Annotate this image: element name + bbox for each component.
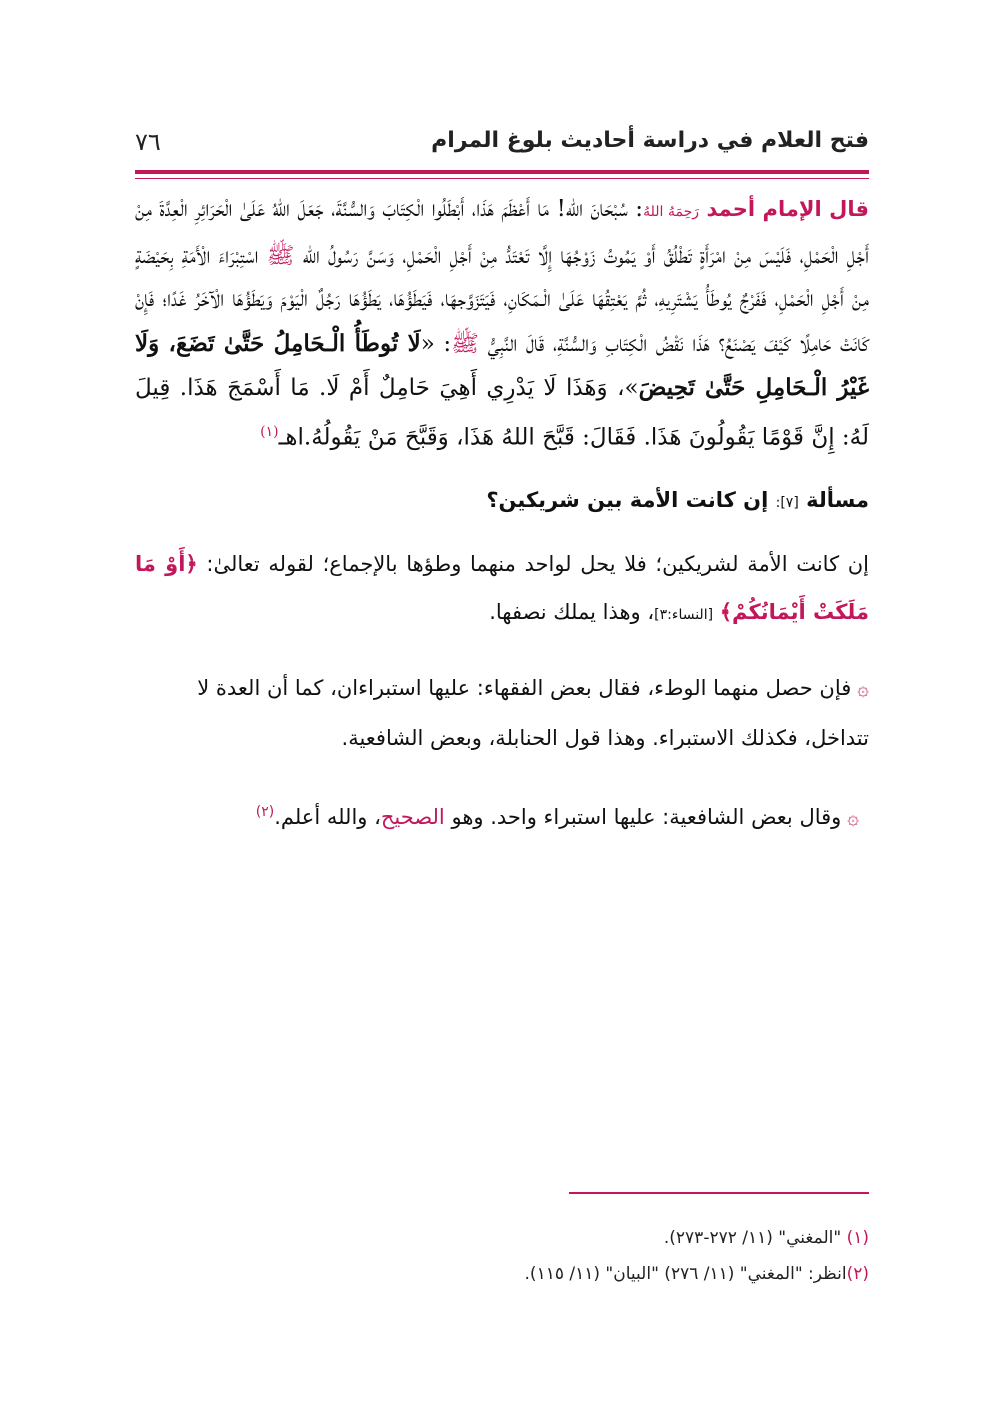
page-number: ٧٦ xyxy=(135,128,161,156)
page-header xyxy=(135,128,869,162)
issue-question: إن كانت الأمة بين شريكين؟ xyxy=(486,487,769,512)
honorific-glyph: رَحِمَهُ اللهُ xyxy=(643,204,700,220)
header-rule-thin xyxy=(135,178,869,179)
issue-number: [٧]: xyxy=(775,494,799,511)
ruling-paragraph xyxy=(135,540,869,639)
hadith-open: : « xyxy=(420,330,452,357)
issue-label: مسألة xyxy=(806,487,869,512)
salawat-glyph: ﷺ xyxy=(266,242,295,269)
book-title: فتح العلام في دراسة أحاديث بلوغ المرام xyxy=(431,128,869,153)
flower-bullet-icon: ۞ xyxy=(857,675,869,700)
hadith-text: لَا تُوطَأُ الْـحَامِلُ حَتَّىٰ تَضَعَ، وَلَا غَيْرُ الْـحَامِلِ حَتَّىٰ تَحِيضَ xyxy=(135,329,869,401)
highlighted-word: الصحيح xyxy=(380,804,445,829)
footnote-item xyxy=(135,1220,869,1256)
footnote-separator xyxy=(569,1192,869,1194)
quote-text-2: اسْتِبْرَاءَ الْأَمَةِ بِحَيْضَةٍ مِنْ أَجْلِ الْحَمْلِ، فَفَرْجٌ يُوطَأُ يَشْتَرِيهِ، ثُمَّ يَعْتِقُهَا عَلَىٰ الْـمَكَانِ، فَيَتَزَوَّجهَا، فَيَطَؤُهَا، يَطَؤُهَا رَجُلٌ الْيَوْمَ وَيَطَؤُهَا الْآخَرُ غَدًا؛ فَإِنْ كَانَتْ حَامِلًا كَيْفَ يَصْنَعُ؟ هَذَا نَقْضُ الْكِتَابِ وَالسُّنَّةِ، قَالَ النَّبِيُّ xyxy=(135,242,870,357)
footnote-text: "المغني" (١١/ ٢٧٢-٢٧٣). xyxy=(663,1228,842,1248)
bullet-item xyxy=(135,787,859,842)
salawat-glyph-2: ﷺ xyxy=(451,330,479,357)
main-content xyxy=(135,188,869,863)
bullet-text: وقال بعض الشافعية: عليها استبراء واحد. وهو xyxy=(451,804,842,829)
hadith-close: » xyxy=(624,375,639,401)
ruling-text-1: إن كانت الأمة لشريكين؛ فلا يحل لواحد منهما وطؤها بالإجماع؛ لقوله تعالىٰ: xyxy=(206,551,869,576)
issue-heading xyxy=(135,488,869,512)
quote-paragraph xyxy=(135,188,869,460)
bullet-item xyxy=(135,663,869,763)
footnote-number: (٢) xyxy=(846,1264,869,1284)
flower-bullet-icon: ۞ xyxy=(847,804,859,829)
footnote-item xyxy=(135,1256,869,1292)
footnotes xyxy=(135,1220,869,1292)
quran-verse: ﴿أَوْ مَا مَلَكَتْ أَيْمَانُكُمْ﴾ xyxy=(135,551,869,624)
footnote-ref-1[interactable]: (١) xyxy=(260,423,279,440)
quote-text-1: : سُبْحَانَ الله! مَا أَعْظَمَ هَذَا، أَبْطَلُوا الْكِتَابَ وَالسُّنَّةَ، جَعَلَ اللهُ عَلَىٰ الْحَرَائِرِ الْعِدَّةَ مِنْ أَجْلِ الْحَمْلِ، فَلَيْسَ مِنْ امْرَأَةٍ تَطْلُقُ أَوْ يَمُوتُ زَوْجُهَا إِلَّا تَعْتَدُّ مِنْ أَجْلِ الْحَمْلِ، وَسَنَّ رَسُولُ الله xyxy=(135,196,869,269)
footnote-ref-2[interactable]: (٢) xyxy=(255,803,275,820)
quote-speaker: قال الإمام أحمد xyxy=(706,197,870,221)
verse-reference: [النساء:٣] xyxy=(654,606,714,623)
ruling-text-2: ، وهذا يملك نصفها. xyxy=(489,599,655,624)
bullet-text-end: ، والله أعلم. xyxy=(274,804,381,829)
header-rule-thick xyxy=(135,170,869,174)
footnote-text: انظر: "المغني" (١١/ ٢٧٦) "البيان" (١١/ ١١٥). xyxy=(524,1264,847,1284)
footnote-number: (١) xyxy=(846,1228,869,1248)
quote-text-3: ، وَهَذَا لَا يَدْرِي أَهِيَ حَامِلٌ أَمْ لَا. مَا أَسْمَجَ هَذَا. قِيلَ لَهُ: إِنَّ قَوْمًا يَقُولُونَ هَذَا. فَقَالَ: قَبَّحَ اللهُ هَذَا، وَقَبَّحَ مَنْ يَقُولُهُ.اهـ xyxy=(135,375,869,451)
bullet-text: فإن حصل منهما الوطء، فقال بعض الفقهاء: عليها استبراءان، كما أن العدة لا تتداخل، فكذلك الاستبراء. وهذا قول الحنابلة، وبعض الشافعية. xyxy=(197,675,869,750)
